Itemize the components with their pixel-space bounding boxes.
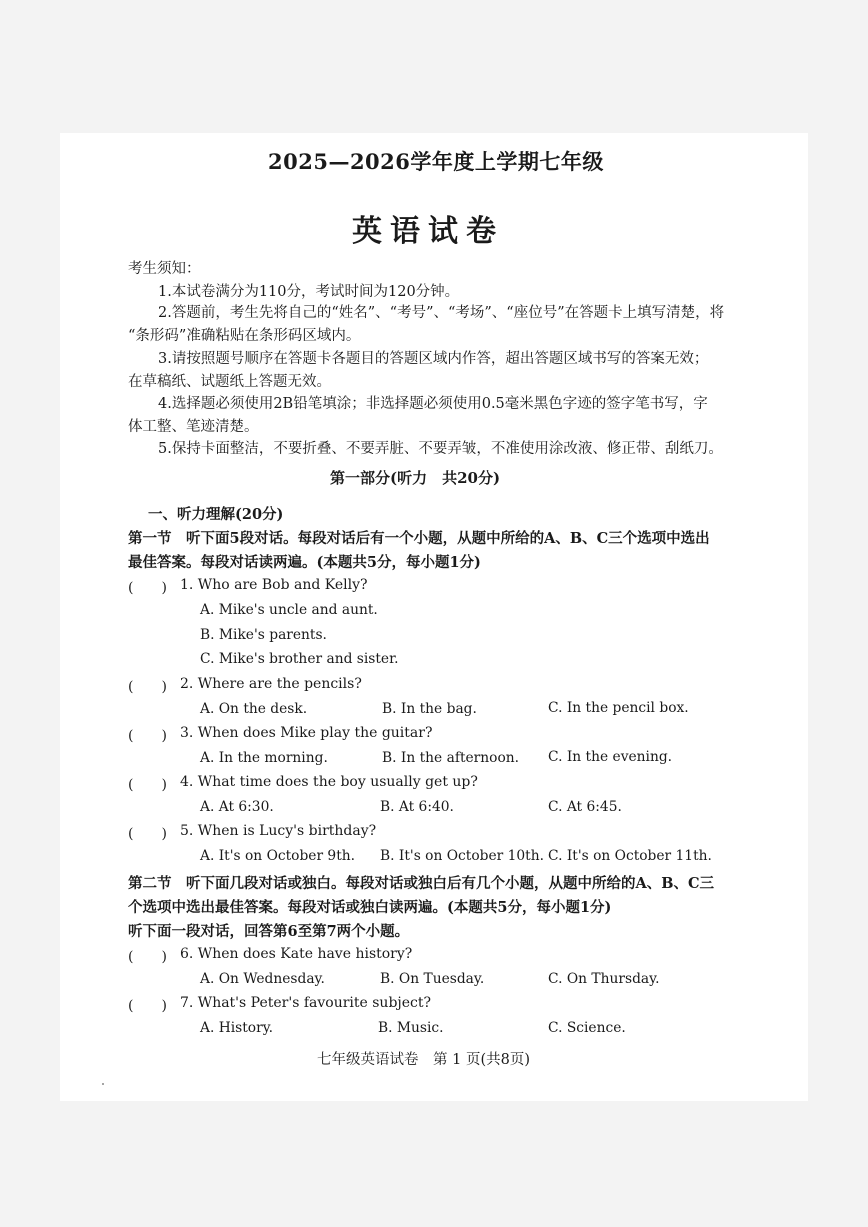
option-c: C. Science. (548, 1020, 626, 1036)
option-b: B. Mike's parents. (200, 627, 327, 643)
answer-bracket[interactable]: ( ) (128, 679, 167, 695)
exam-title: 2025—2026学年度上学期七年级 (268, 149, 604, 174)
question-stem: 6. When does Kate have history? (180, 946, 413, 962)
notice-line-2: 2.答题前，考生先将自己的“姓名”、“考号”、“考场”、“座位号”在答题卡上填写清楚，将 (158, 305, 725, 321)
option-a: A. In the morning. (200, 750, 328, 766)
question-stem: 4. What time does the boy usually get up? (180, 774, 478, 790)
option-a: A. On the desk. (200, 701, 308, 717)
option-b: B. Music. (378, 1020, 444, 1036)
page-footer: 七年级英语试卷 第 1 页(共8页) (317, 1052, 530, 1068)
option-a: A. Mike's uncle and aunt. (200, 602, 378, 618)
option-c: C. At 6:45. (548, 799, 622, 815)
answer-bracket[interactable]: ( ) (128, 998, 167, 1014)
notice-heading: 考生须知： (128, 261, 201, 277)
answer-bracket[interactable]: ( ) (128, 580, 167, 596)
option-b: B. In the bag. (382, 701, 477, 717)
option-c: C. It's on October 11th. (548, 848, 712, 864)
section1-instruction-line2: 最佳答案。每段对话读两遍。(本题共5分，每小题1分) (128, 554, 481, 571)
notice-line-5: 在草稿纸、试题纸上答题无效。 (128, 374, 331, 390)
part-heading: 第一部分(听力 共20分) (330, 469, 501, 487)
option-c: C. Mike's brother and sister. (200, 651, 399, 667)
answer-bracket[interactable]: ( ) (128, 949, 167, 965)
section2-instruction-line1: 第二节 听下面几段对话或独白。每段对话或独白后有几个小题，从题中所给的A、B、C三 (128, 875, 715, 892)
exam-sheet (60, 133, 808, 1101)
option-b: B. It's on October 10th. (380, 848, 544, 864)
answer-bracket[interactable]: ( ) (128, 826, 167, 842)
answer-bracket[interactable]: ( ) (128, 728, 167, 744)
question-stem: 3. When does Mike play the guitar? (180, 725, 433, 741)
section-heading: 一、听力理解(20分) (148, 506, 284, 523)
section2-instruction-line2: 个选项中选出最佳答案。每段对话或独白读两遍。(本题共5分，每小题1分) (128, 899, 612, 916)
option-a: A. It's on October 9th. (200, 848, 356, 864)
option-c: C. On Thursday. (548, 971, 660, 987)
notice-line-7: 体工整、笔迹清楚。 (128, 419, 259, 435)
option-c: C. In the evening. (548, 749, 673, 765)
option-b: B. In the afternoon. (382, 750, 520, 766)
question-stem: 5. When is Lucy's birthday? (180, 823, 377, 839)
option-c: C. In the pencil box. (548, 700, 689, 716)
question-stem: 2. Where are the pencils? (180, 676, 362, 692)
option-a: A. History. (200, 1020, 274, 1036)
option-b: B. At 6:40. (380, 799, 454, 815)
section1-instruction-line1: 第一节 听下面5段对话。每段对话后有一个小题，从题中所给的A、B、C三个选项中选出 (128, 530, 710, 547)
notice-line-6: 4.选择题必须使用2B铅笔填涂；非选择题必须使用0.5毫米黑色字迹的签字笔书写，字 (158, 396, 708, 412)
notice-line-3: “条形码”准确粘贴在条形码区域内。 (128, 328, 361, 344)
option-b: B. On Tuesday. (380, 971, 485, 987)
option-a: A. On Wednesday. (200, 971, 325, 987)
answer-bracket[interactable]: ( ) (128, 777, 167, 793)
exam-subtitle: 英语试卷 (352, 214, 504, 249)
option-a: A. At 6:30. (200, 799, 274, 815)
notice-line-8: 5.保持卡面整洁，不要折叠、不要弄脏、不要弄皱，不准使用涂改液、修正带、刮纸刀。 (158, 441, 723, 457)
notice-line-1: 1.本试卷满分为110分，考试时间为120分钟。 (158, 284, 460, 300)
question-stem: 7. What's Peter's favourite subject? (180, 995, 432, 1011)
scan-speck (102, 1083, 104, 1085)
notice-line-4: 3.请按照题号顺序在答题卡各题目的答题区域内作答，超出答题区域书写的答案无效； (158, 351, 709, 367)
section2-instruction-line3: 听下面一段对话，回答第6至第7两个小题。 (128, 923, 410, 940)
question-stem: 1. Who are Bob and Kelly? (180, 577, 368, 593)
